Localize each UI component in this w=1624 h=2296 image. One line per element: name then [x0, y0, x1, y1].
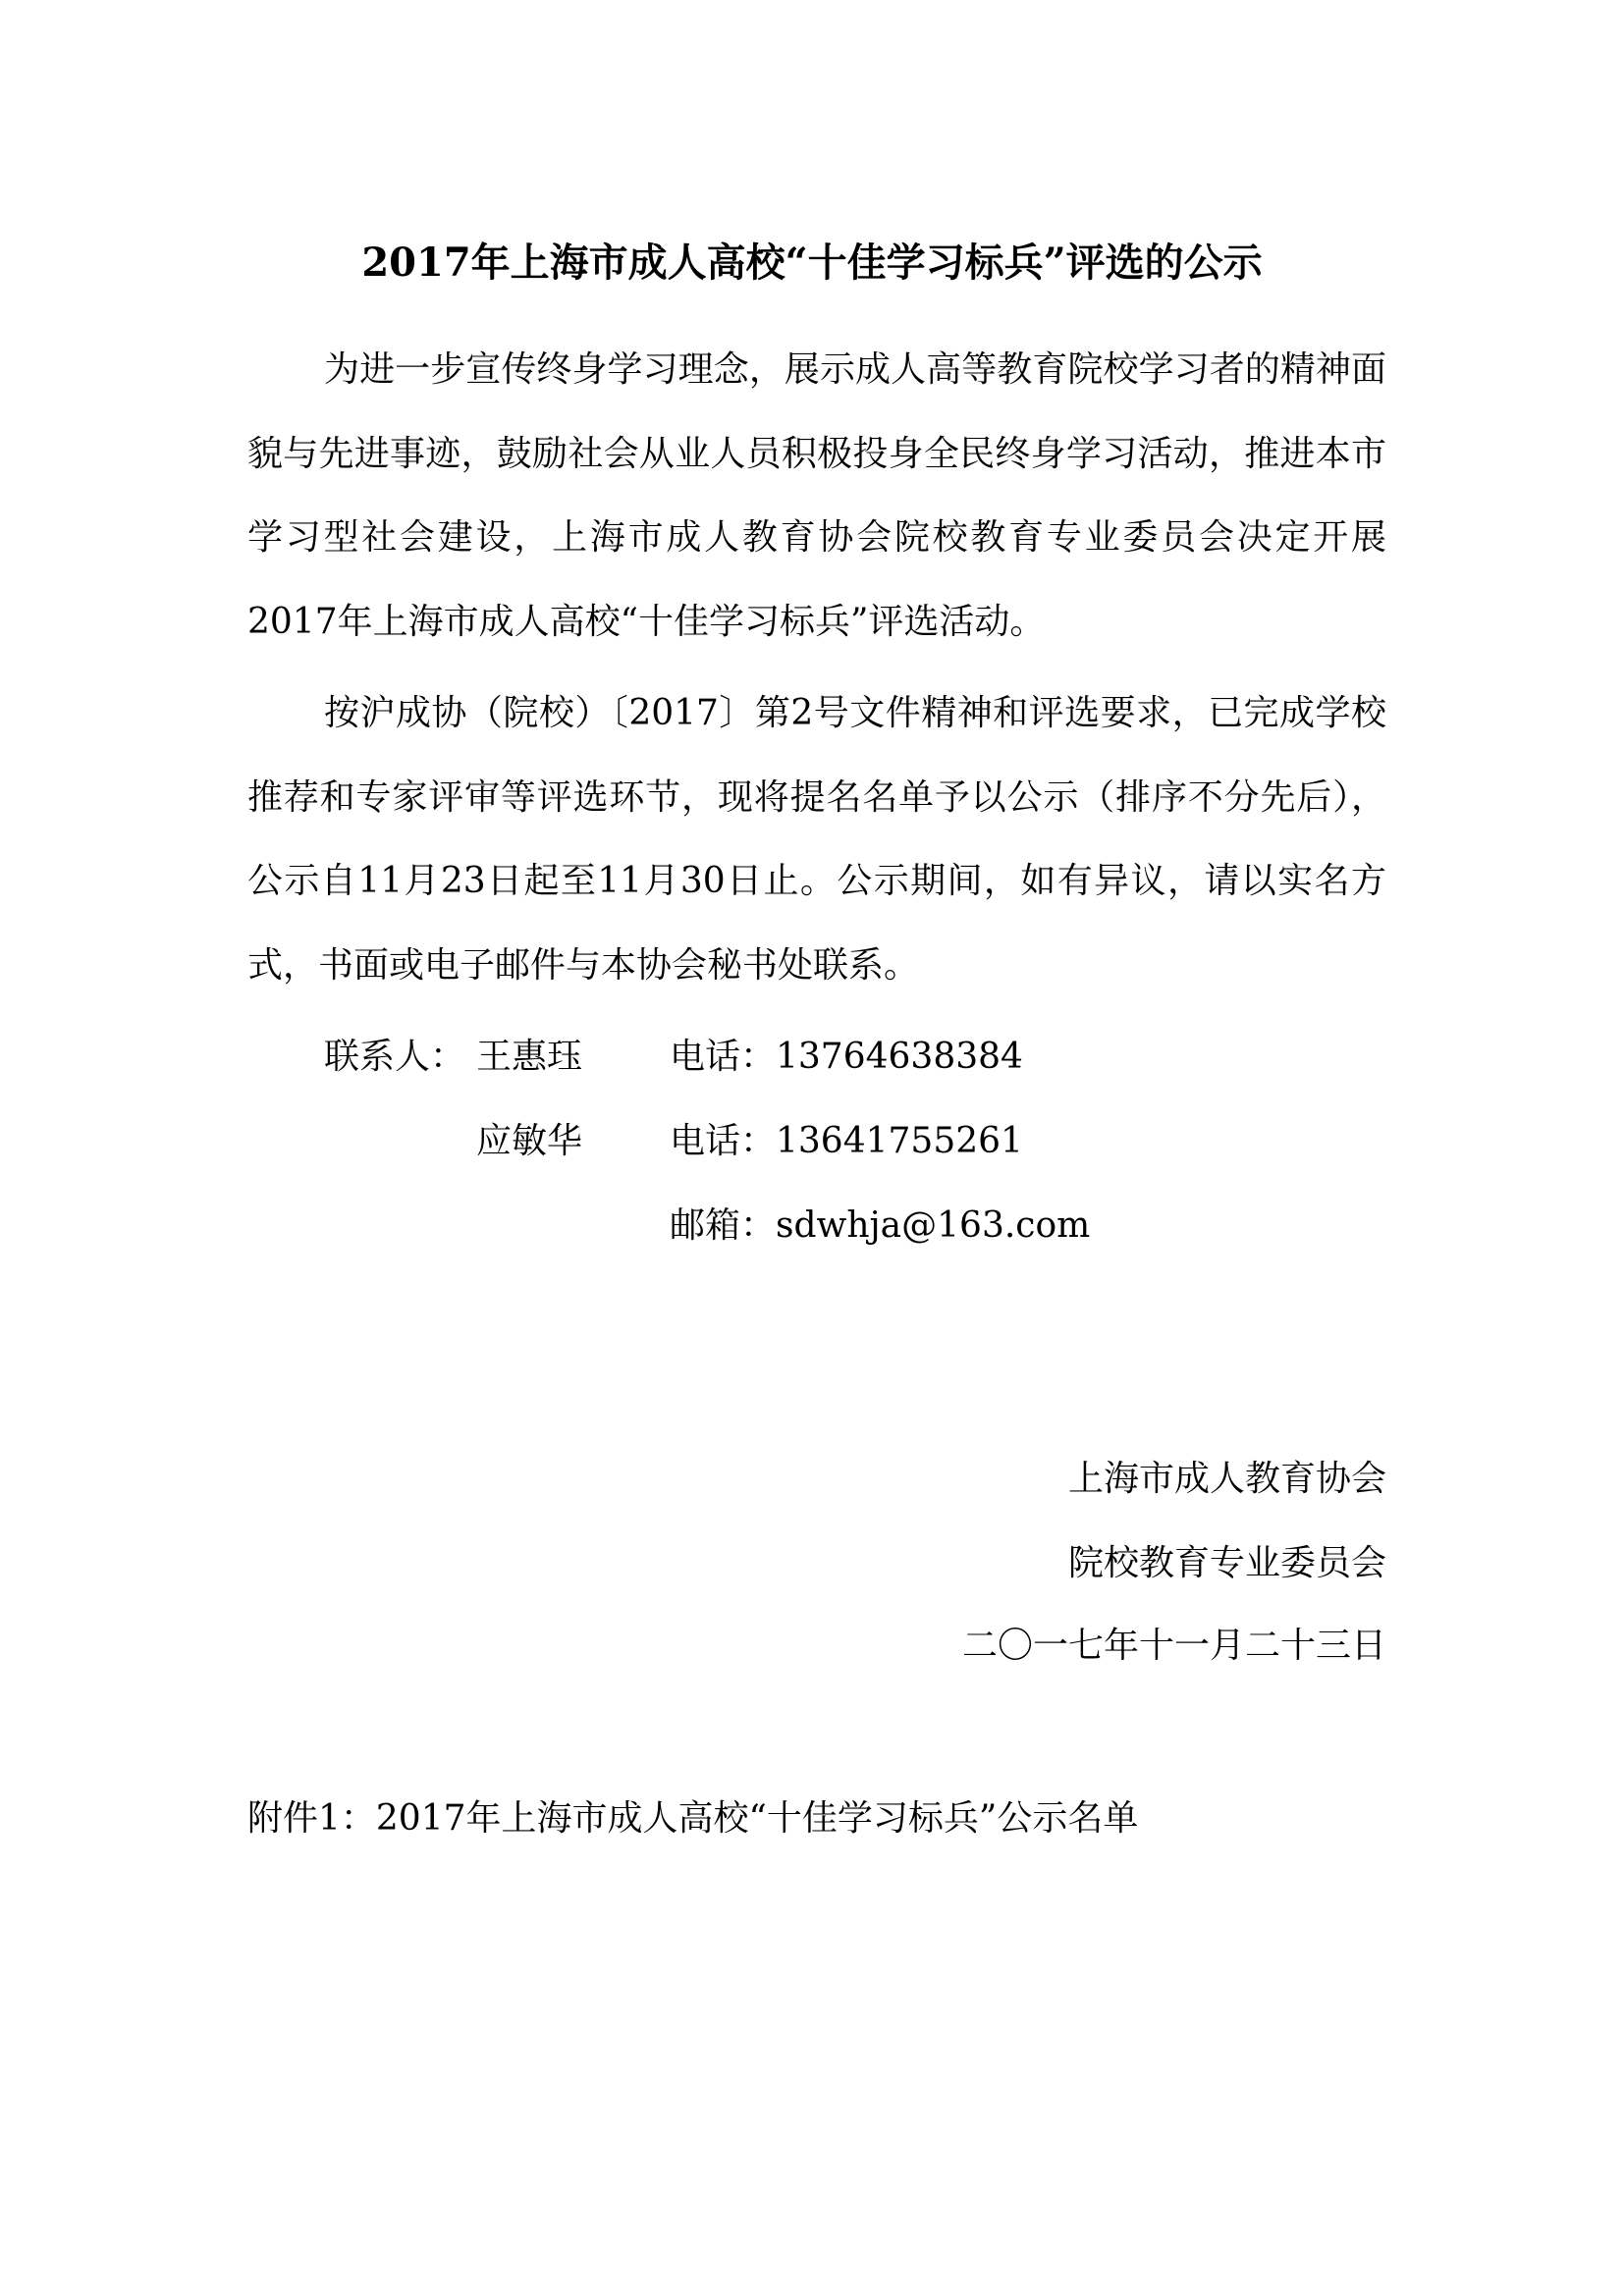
contact-name-1: 王惠珏: [476, 1037, 583, 1077]
contact-phone-2: 电话：13641755261: [670, 1121, 1023, 1161]
contact-label: 联系人：: [324, 1037, 466, 1077]
body-paragraph-2: 按沪成协（院校）〔2017〕第2号文件精神和评选要求，已完成学校推荐和专家评审等评选环节，现将提名名单予以公示（排序不分先后），公示自11月23日起至11月30日止。公示期间，如有异议，请以实名方式，书面或电子邮件与本协会秘书处联系。: [247, 693, 1386, 986]
contact-name-2: 应敏华: [476, 1121, 583, 1161]
document-title: 2017年上海市成人高校“十佳学习标兵”评选的公示: [361, 240, 1263, 286]
contact-phone-1: 电话：13764638384: [670, 1037, 1023, 1077]
contact-email: 邮箱：sdwhja@163.com: [670, 1205, 1091, 1246]
signature-date: 二〇一七年十一月二十三日: [961, 1626, 1386, 1666]
signature-org-line-1: 上海市成人教育协会: [1067, 1459, 1386, 1499]
signature-org-line-2: 院校教育专业委员会: [1067, 1543, 1386, 1583]
body-paragraph-1: 为进一步宣传终身学习理念，展示成人高等教育院校学习者的精神面貌与先进事迹，鼓励社会从业人员积极投身全民终身学习活动，推进本市学习型社会建设，上海市成人教育协会院校教育专业委员会决定开展2017年上海市成人高校“十佳学习标兵”评选活动。: [247, 349, 1386, 642]
attachment-note: 附件1：2017年上海市成人高校“十佳学习标兵”公示名单: [247, 1798, 1139, 1839]
